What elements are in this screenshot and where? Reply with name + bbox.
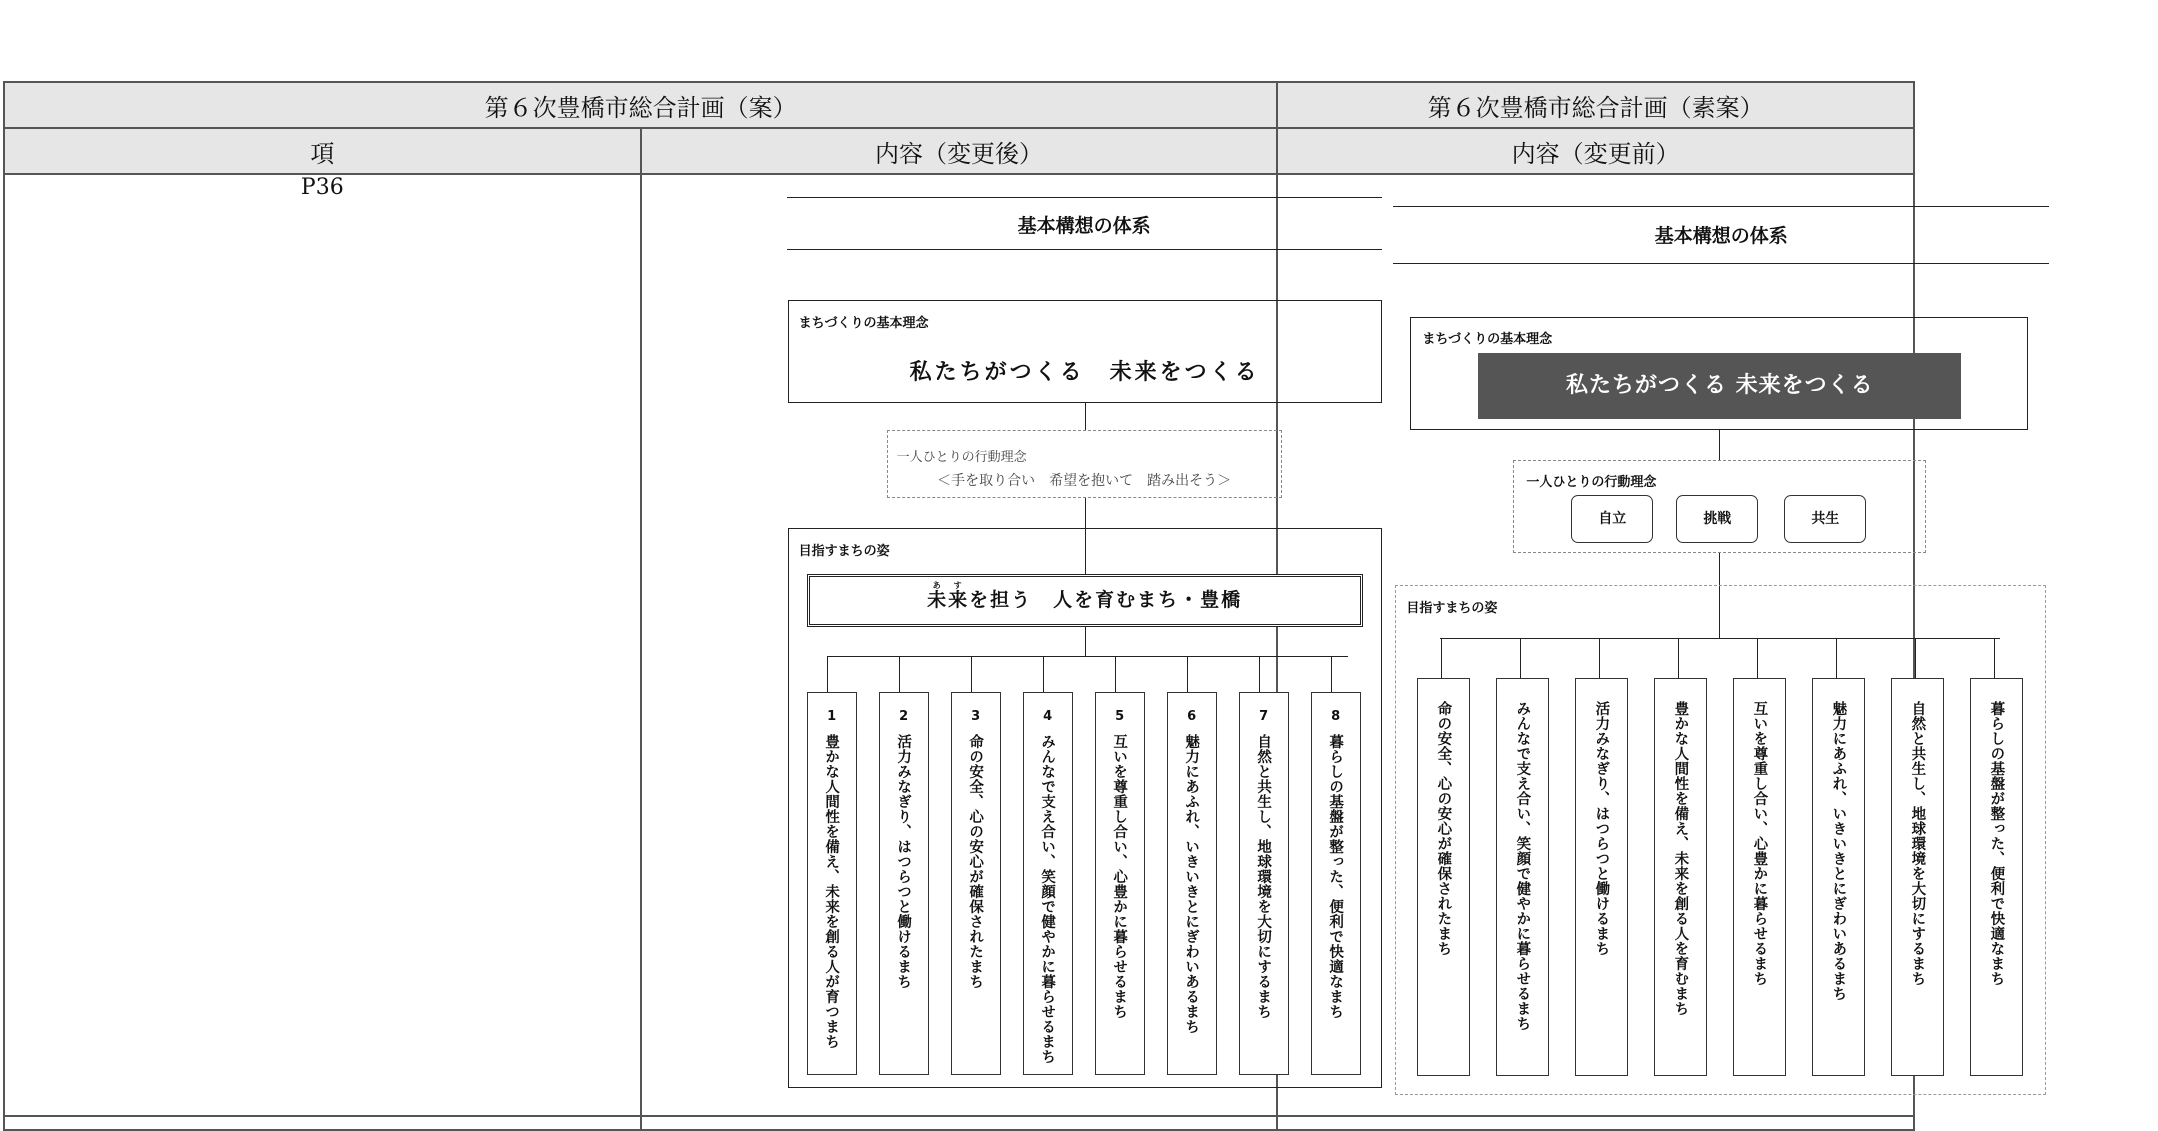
header-new-plan: 第６次豊橋市総合計画（案） [4, 82, 1277, 128]
page-number: P36 [4, 174, 641, 1116]
new-vision-item-text: 活力みなぎり、はつらつと働けるまち [895, 734, 912, 989]
new-vision-item [951, 692, 1001, 1075]
old-connector-1 [1719, 430, 1720, 460]
new-vision-item-text: 暮らしの基盤が整った、便利で快適なまち [1327, 734, 1344, 1019]
new-vision-item-number: 5 [1115, 709, 1125, 724]
new-branch-drop [899, 656, 900, 692]
old-vision-item-text: 暮らしの基盤が整った、便利で快適なまち [1988, 701, 2005, 986]
old-system-figure [1278, 175, 2158, 1115]
old-branch-drop [1678, 638, 1679, 678]
new-action-text: ＜手を取り合い 希望を抱いて 踏み出そう＞ [937, 473, 1232, 489]
old-vision-item-text: 豊かな人間性を備え、未来を創る人を育むまち [1672, 701, 1689, 1016]
new-vision-label: 目指すまちの姿 [798, 544, 890, 559]
old-vision-item-text: 命の安全、心の安心が確保されたまち [1435, 701, 1452, 956]
new-principle-label: まちづくりの基本理念 [798, 316, 929, 331]
new-vision-item-text: 豊かな人間性を備え、未来を創る人が育つまち [823, 734, 840, 1049]
old-branch-drop [1836, 638, 1837, 678]
old-action-kyosei [1784, 495, 1866, 543]
old-vision-item-text: 活力みなぎり、はつらつと働けるまち [1593, 701, 1610, 956]
old-action-label: 一人ひとりの行動理念 [1526, 475, 1657, 490]
new-branch-bar [827, 656, 1348, 657]
old-action-jiritsu-label: 自立 [1598, 511, 1627, 527]
new-vision-item [1023, 692, 1073, 1075]
old-vision-item-text: 互いを尊重し合い、心豊かに暮らせるまち [1751, 701, 1768, 986]
next-row-item [4, 1116, 641, 1130]
new-vision-item-text: 互いを尊重し合い、心豊かに暮らせるまち [1111, 734, 1128, 1019]
new-vision-item-number: 4 [1043, 709, 1053, 724]
old-figure-title: 基本構想の体系 [1654, 225, 1788, 247]
new-connector-3 [1085, 627, 1086, 657]
new-vision-item-text: みんなで支え合い、笑顔で健やかに暮らせるまち [1039, 734, 1056, 1064]
new-vision-item [807, 692, 857, 1075]
old-branch-drop [1441, 638, 1442, 678]
old-vision-item [1891, 678, 1944, 1076]
new-branch-drop [1043, 656, 1044, 692]
old-vision-item [1496, 678, 1549, 1076]
new-figure-title: 基本構想の体系 [1017, 215, 1151, 237]
new-vision-item-number: 3 [971, 709, 981, 724]
new-branch-drop [1115, 656, 1116, 692]
old-vision-item [1417, 678, 1470, 1076]
new-vision-ruby-reading: あす [927, 581, 970, 590]
old-vision-item-text: みんなで支え合い、笑顔で健やかに暮らせるまち [1514, 701, 1531, 1031]
new-vision-ruby-kanji: 未来 [927, 589, 970, 611]
new-branch-drop [1187, 656, 1188, 692]
new-vision-item-text: 自然と共生し、地球環境を大切にするまち [1255, 734, 1272, 1019]
old-branch-drop [1757, 638, 1758, 678]
old-principle-text: 私たちがつくる 未来をつくる [1478, 353, 1961, 419]
new-vision-item-number: 8 [1331, 709, 1341, 724]
old-vision-item [1654, 678, 1707, 1076]
old-vision-item-text: 魅力にあふれ、いきいきとにぎわいあるまち [1830, 701, 1847, 1001]
old-action-kyosei-label: 共生 [1811, 511, 1840, 527]
new-vision-item-text: 魅力にあふれ、いきいきとにぎわいあるまち [1183, 734, 1200, 1034]
new-branch-drop [1259, 656, 1260, 692]
old-title-rule-bottom [1393, 263, 2049, 264]
old-vision-frame [1395, 585, 2046, 1095]
old-branch-drop [1520, 638, 1521, 678]
old-branch-drop [1994, 638, 1995, 678]
old-vision-label: 目指すまちの姿 [1406, 601, 1498, 616]
old-vision-item-text: 自然と共生し、地球環境を大切にするまち [1909, 701, 1926, 986]
old-action-chosen [1676, 495, 1758, 543]
new-vision-item-number: 7 [1259, 709, 1269, 724]
header-content-after: 内容（変更後） [641, 128, 1278, 174]
comparison-table [3, 81, 2005, 1131]
new-vision-item [879, 692, 929, 1075]
old-vision-item [1733, 678, 1786, 1076]
old-title-rule-top [1393, 206, 2049, 207]
new-vision-rest: を担う 人を育むまち・豊橋 [969, 589, 1243, 611]
content-after-cell [641, 174, 1344, 1116]
old-principle-label: まちづくりの基本理念 [1422, 332, 1553, 347]
new-vision-item-text: 命の安全、心の安心が確保されたまち [967, 734, 984, 989]
new-vision-item [1167, 692, 1217, 1075]
next-row-before [1277, 1116, 1914, 1130]
new-principle-text: 私たちがつくる 未来をつくる [909, 360, 1260, 385]
new-branch-drop [971, 656, 972, 692]
new-action-label: 一人ひとりの行動理念 [896, 450, 1027, 465]
old-action-chosen-label: 挑戦 [1703, 511, 1732, 527]
old-action-jiritsu [1571, 495, 1653, 543]
old-vision-item [1812, 678, 1865, 1076]
header-item: 項 [4, 128, 641, 174]
new-vision-item [1095, 692, 1145, 1075]
header-content-before: 内容（変更前） [1277, 128, 1914, 174]
new-vision-item-number: 2 [899, 709, 909, 724]
content-before-cell [1277, 174, 2005, 1116]
new-vision-item-number: 6 [1187, 709, 1197, 724]
old-vision-item [1970, 678, 2023, 1076]
old-branch-drop [1915, 638, 1916, 678]
old-vision-item [1575, 678, 1628, 1076]
header-old-plan: 第６次豊橋市総合計画（素案） [1277, 82, 1914, 128]
old-branch-bar [1440, 638, 2000, 639]
old-branch-drop [1599, 638, 1600, 678]
new-connector-1 [1085, 403, 1086, 430]
new-branch-drop [827, 656, 828, 692]
new-vision-item-number: 1 [827, 709, 837, 724]
next-row-after [641, 1116, 1278, 1130]
